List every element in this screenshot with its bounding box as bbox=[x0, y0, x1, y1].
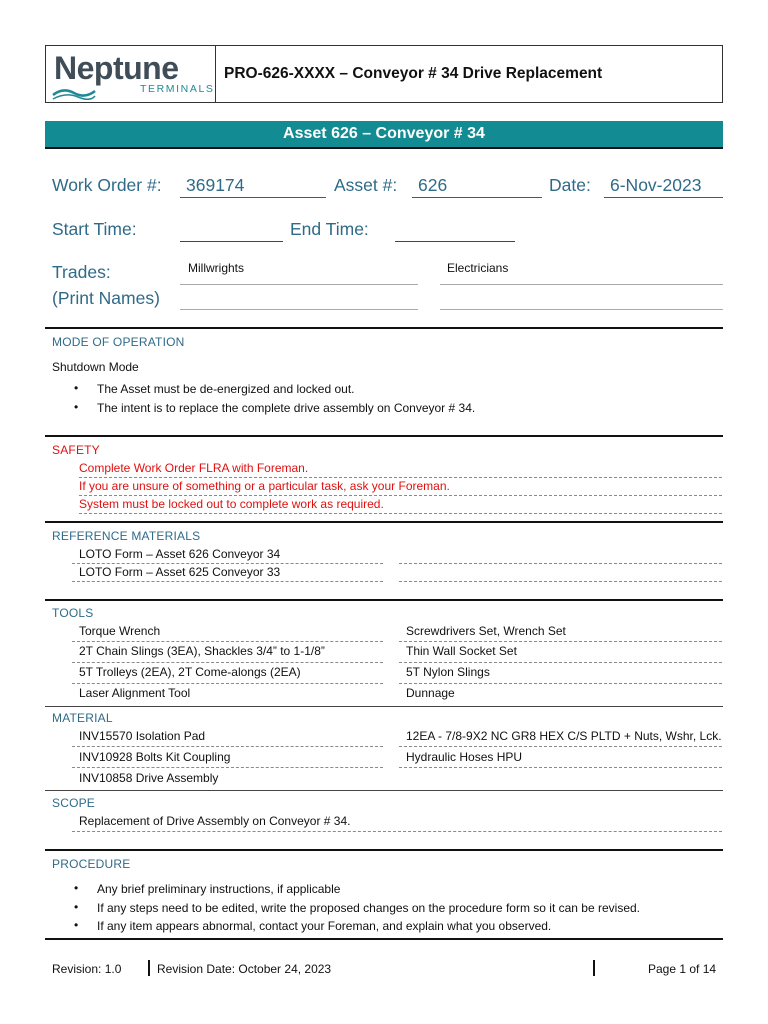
dashed-line bbox=[72, 767, 383, 768]
safety-item: Complete Work Order FLRA with Foreman. bbox=[79, 461, 309, 475]
divider bbox=[45, 790, 723, 791]
tool-item: Screwdrivers Set, Wrench Set bbox=[406, 624, 566, 638]
start-time-label: Start Time: bbox=[52, 219, 137, 239]
tool-item: Thin Wall Socket Set bbox=[406, 644, 517, 658]
tool-item: Laser Alignment Tool bbox=[79, 686, 191, 700]
procedure-bullet: If any item appears abnormal, contact your Foreman, and explain what you observed. bbox=[97, 919, 552, 933]
dashed-line bbox=[72, 746, 383, 747]
bullet-icon: • bbox=[74, 900, 79, 914]
end-time-field[interactable] bbox=[395, 240, 515, 242]
divider bbox=[45, 706, 723, 707]
end-time-label: End Time: bbox=[290, 219, 369, 239]
reference-item[interactable]: LOTO Form – Asset 625 Conveyor 33 bbox=[79, 565, 281, 579]
safety-item: If you are unsure of something or a particular task, ask your Foreman. bbox=[79, 479, 450, 493]
dashed-line bbox=[399, 581, 722, 582]
divider bbox=[45, 521, 723, 523]
divider bbox=[45, 327, 723, 329]
material-item: 12EA - 7/8-9X2 NC GR8 HEX C/S PLTD + Nuts, Wshr, Lck. bbox=[406, 729, 722, 743]
dashed-line bbox=[72, 662, 383, 663]
dashed-line bbox=[79, 477, 722, 478]
dashed-line bbox=[399, 767, 722, 768]
dashed-line bbox=[72, 831, 722, 832]
mode-value: Shutdown Mode bbox=[52, 360, 139, 374]
procedure-bullet: If any steps need to be edited, write the proposed changes on the procedure form so it can be revised. bbox=[97, 901, 640, 915]
bullet-icon: • bbox=[74, 881, 79, 895]
divider bbox=[45, 938, 723, 940]
reference-item[interactable]: LOTO Form – Asset 626 Conveyor 34 bbox=[79, 547, 281, 561]
revision-date: Revision Date: October 24, 2023 bbox=[157, 962, 332, 976]
material-item: INV15570 Isolation Pad bbox=[79, 729, 206, 743]
asset-label: Asset #: bbox=[334, 175, 398, 195]
page-number: Page 1 of 14 bbox=[648, 962, 717, 976]
tool-item: 5T Trolleys (2EA), 2T Come-alongs (2EA) bbox=[79, 665, 301, 679]
safety-item: System must be locked out to complete work as required. bbox=[79, 497, 384, 511]
tool-item: Dunnage bbox=[406, 686, 455, 700]
asset-field[interactable]: 626 bbox=[412, 174, 542, 198]
trades-label: Trades: bbox=[52, 262, 111, 282]
tool-item: 5T Nylon Slings bbox=[406, 665, 490, 679]
trade-millwrights-label: Millwrights bbox=[188, 261, 245, 275]
divider bbox=[45, 849, 723, 851]
dashed-line bbox=[399, 563, 722, 564]
trade-electricians-label: Electricians bbox=[447, 261, 509, 275]
bullet-icon: • bbox=[74, 381, 79, 395]
logo-name: Neptune bbox=[54, 50, 179, 86]
document-header bbox=[45, 45, 723, 103]
wave-icon bbox=[52, 86, 96, 100]
dashed-line bbox=[399, 662, 722, 663]
dashed-line bbox=[72, 581, 383, 582]
logo bbox=[46, 46, 216, 102]
divider bbox=[45, 435, 723, 437]
work-order-field[interactable]: 369174 bbox=[180, 174, 326, 198]
start-time-field[interactable] bbox=[180, 240, 283, 242]
tools-section-title: TOOLS bbox=[52, 606, 94, 620]
material-item: INV10858 Drive Assembly bbox=[79, 771, 219, 785]
dashed-line bbox=[399, 641, 722, 642]
tool-item: 2T Chain Slings (3EA), Shackles 3/4” to 1-1/8” bbox=[79, 644, 325, 658]
millwright-name-line-1[interactable] bbox=[180, 284, 418, 285]
bullet-icon: • bbox=[74, 918, 79, 932]
mode-bullet: The intent is to replace the complete drive assembly on Conveyor # 34. bbox=[97, 401, 476, 415]
footer-separator bbox=[148, 960, 150, 976]
divider bbox=[45, 599, 723, 601]
electrician-name-line-2[interactable] bbox=[440, 309, 723, 310]
scope-section-title: SCOPE bbox=[52, 796, 96, 810]
reference-section-title: REFERENCE MATERIALS bbox=[52, 529, 201, 543]
material-item: INV10928 Bolts Kit Coupling bbox=[79, 750, 231, 764]
print-names-label: (Print Names) bbox=[52, 288, 160, 308]
revision-number: Revision: 1.0 bbox=[52, 962, 122, 976]
mode-bullet: The Asset must be de-energized and locked out. bbox=[97, 382, 355, 396]
work-order-label: Work Order #: bbox=[52, 175, 162, 195]
dashed-line bbox=[72, 641, 383, 642]
mode-section-title: MODE OF OPERATION bbox=[52, 335, 185, 349]
tool-item: Torque Wrench bbox=[79, 624, 161, 638]
date-label: Date: bbox=[549, 175, 591, 195]
electrician-name-line-1[interactable] bbox=[440, 284, 723, 285]
dashed-line bbox=[72, 683, 383, 684]
bullet-icon: • bbox=[74, 400, 79, 414]
asset-banner: Asset 626 – Conveyor # 34 bbox=[45, 121, 723, 149]
safety-section-title: SAFETY bbox=[52, 443, 100, 457]
document-title: PRO-626-XXXX – Conveyor # 34 Drive Replacement bbox=[224, 65, 603, 82]
dashed-line bbox=[399, 746, 722, 747]
material-section-title: MATERIAL bbox=[52, 711, 113, 725]
procedure-section-title: PROCEDURE bbox=[52, 857, 131, 871]
date-field[interactable]: 6-Nov-2023 bbox=[604, 174, 723, 198]
logo-subtitle: TERMINALS bbox=[140, 83, 215, 95]
dashed-line bbox=[399, 683, 722, 684]
scope-text: Replacement of Drive Assembly on Conveyor # 34. bbox=[79, 814, 351, 828]
millwright-name-line-2[interactable] bbox=[180, 309, 418, 310]
footer-separator bbox=[593, 960, 595, 976]
dashed-line bbox=[79, 513, 722, 514]
procedure-bullet: Any brief preliminary instructions, if applicable bbox=[97, 882, 341, 896]
dashed-line bbox=[72, 563, 383, 564]
dashed-line bbox=[79, 495, 722, 496]
material-item: Hydraulic Hoses HPU bbox=[406, 750, 523, 764]
